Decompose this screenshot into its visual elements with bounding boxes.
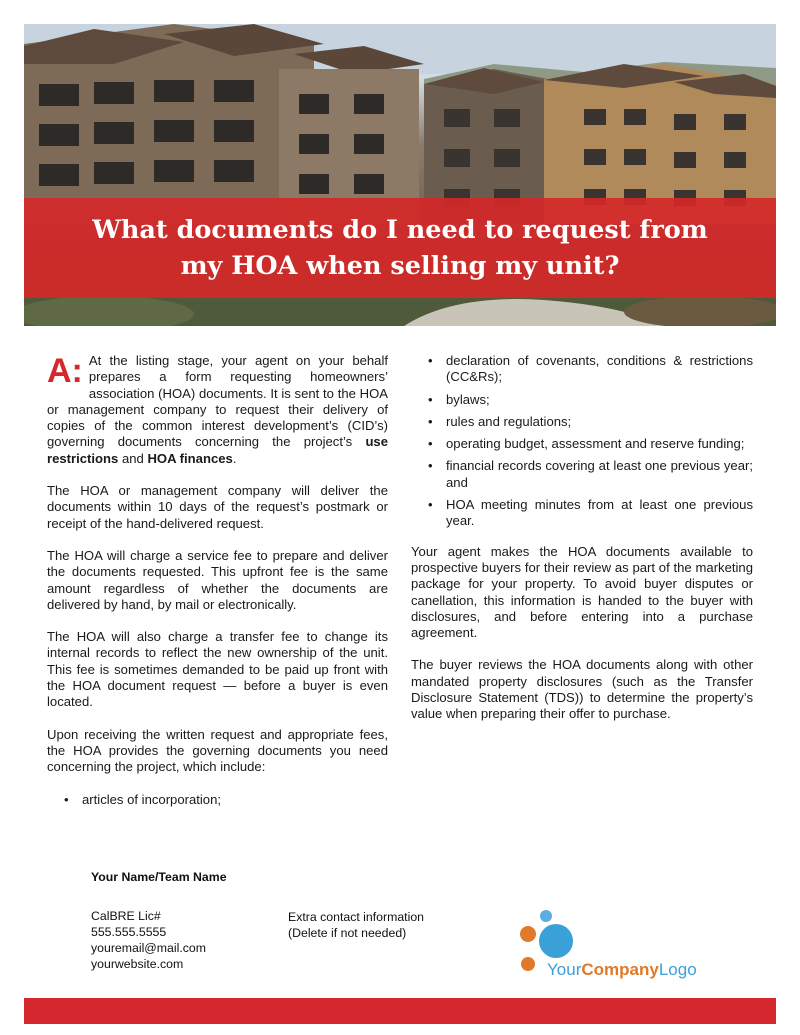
intro-text: At the listing stage, your agent on your behalf prepares a form requesting homeowners’ association (HOA) documents. It is sent to the HOA or management company to request their delivery of copies of the common interest development’s (CID’s) governing documents concerning the project’s xyxy=(47,353,388,450)
availability-paragraph: Your agent makes the HOA documents available to prospective buyers for their review as part of the marketing package for your property. To avoid buyer disputes or canellation, this information is handed to the buyer with disclosures, and before entering into a purchase agreement. xyxy=(411,543,753,641)
extra-contact-line2: (Delete if not needed) xyxy=(288,926,407,940)
website-link[interactable]: yourwebsite.com xyxy=(91,957,184,971)
documents-list-right xyxy=(411,353,753,530)
list-item: • rules and regulations; xyxy=(411,414,753,430)
logo-part-logo: Logo xyxy=(658,960,697,979)
dropcap-answer: A: xyxy=(47,352,83,390)
license-number: CalBRE Lic# xyxy=(91,909,161,923)
list-item: • articles of incorporation; xyxy=(47,792,388,808)
list-item: • operating budget, assessment and reserve funding; xyxy=(411,436,753,452)
list-item: • HOA meeting minutes from at least one previous year. xyxy=(411,497,753,530)
left-column xyxy=(47,353,388,814)
logo-part-your: Your xyxy=(547,960,582,979)
intro-and: and xyxy=(118,450,148,466)
hoa-finances-bold: HOA finances xyxy=(147,450,233,466)
use-restrictions-bold: use restrictions xyxy=(47,434,388,466)
documents-list-left xyxy=(47,792,388,808)
buyer-review-paragraph: The buyer reviews the HOA documents along with other mandated property disclosures (such as the Transfer Disclosure Statement (TDS)) to determine the property’s value when preparing their offer to purchase. xyxy=(411,657,753,722)
list-item: • financial records covering at least one previous year; and xyxy=(411,458,753,491)
title-banner xyxy=(24,198,776,298)
intro-paragraph xyxy=(47,353,388,467)
email-link[interactable]: youremail@mail.com xyxy=(91,941,206,955)
list-item: • declaration of covenants, conditions & restrictions (CC&Rs); xyxy=(411,353,753,386)
footer-bar xyxy=(24,998,776,1024)
delivery-paragraph: The HOA or management company will deliver the documents within 10 days of the request’s postmark or receipt of the hand-delivered request. xyxy=(47,483,388,531)
service-fee-paragraph: The HOA will charge a service fee to prepare and deliver the documents requested. This upfront fee is the same amount regardless of whether the documents are delivered by hand, by mail or electronically. xyxy=(47,547,388,612)
agent-name: Your Name/Team Name xyxy=(91,870,227,884)
governing-docs-paragraph: Upon receiving the written request and appropriate fees, the HOA provides the governing documents you need concerning the project, which include: xyxy=(47,726,388,775)
logo-part-company: Company xyxy=(581,960,659,979)
transfer-fee-paragraph: The HOA will also charge a transfer fee to change its internal records to reflect the new ownership of the unit. This fee is sometimes demanded to be paid up front with the HOA document request — before a buyer is even located. xyxy=(47,629,388,710)
right-column xyxy=(411,353,753,739)
company-logo-text xyxy=(547,960,697,980)
page-title xyxy=(80,212,720,284)
page-title-line1: What documents do I need to request from xyxy=(92,215,708,245)
contact-details xyxy=(91,908,206,972)
page-title-line2: my HOA when selling my unit? xyxy=(180,251,620,281)
list-item: • bylaws; xyxy=(411,392,753,408)
extra-contact-line1: Extra contact information xyxy=(288,910,425,924)
extra-contact xyxy=(288,909,424,941)
phone-number: 555.555.5555 xyxy=(91,925,167,939)
intro-end: . xyxy=(232,450,237,466)
